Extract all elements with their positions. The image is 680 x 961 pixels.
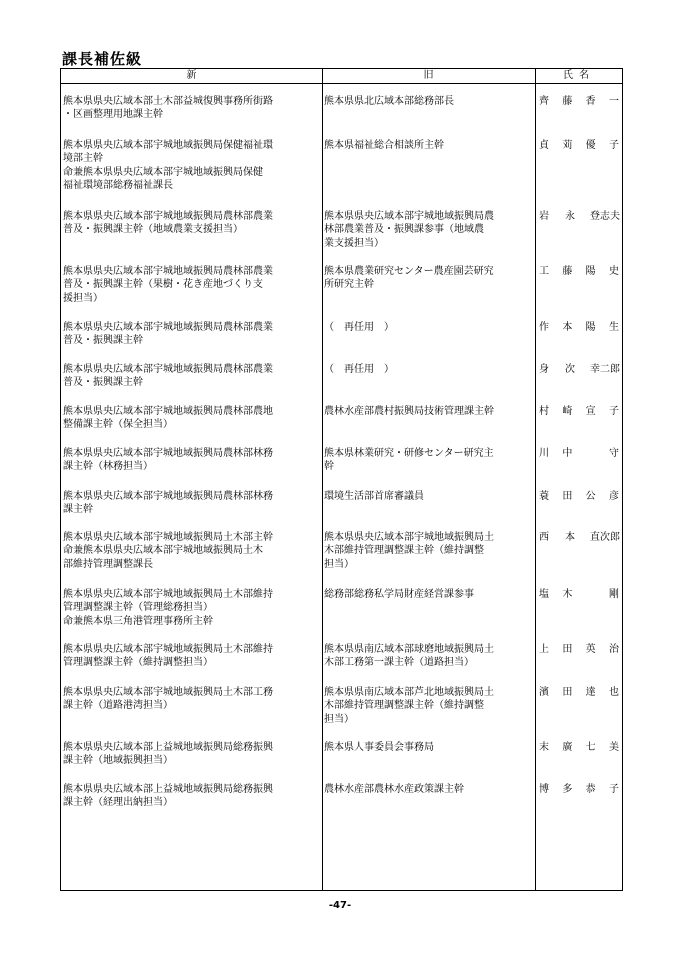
name-part: 藤 xyxy=(562,266,573,277)
name-part: 宣 xyxy=(585,406,596,417)
name-part: 史 xyxy=(608,266,619,277)
row-old-position: 熊本県県央広域本部宇城地域振興局農 林部農業普及・振興課参事（地域農 業支援担当） xyxy=(324,211,494,249)
name-part: 工 xyxy=(539,266,549,277)
row-old-position: 熊本県県北広域本部総務部長 xyxy=(324,96,454,107)
row-old-position: 環境生活部首席審議員 xyxy=(324,491,424,502)
name-part: 西 xyxy=(539,532,549,543)
name-part: 幸二郎 xyxy=(590,364,620,375)
row-new-position: 熊本県県央広域本部上益城地域振興局総務振興 課主幹（経理出納担当） xyxy=(63,784,273,809)
row-old-position: 農林水産部農林水産政策課主幹 xyxy=(324,784,464,795)
name-part: 子 xyxy=(608,406,619,417)
row-old-position: 熊本県県南広域本部芦北地域振興局土 木部維持管理調整課主幹（維持調整 担当） xyxy=(324,687,494,725)
row-new-position: 熊本県県央広域本部宇城地域振興局農林部農地 整備課主幹（保全担当） xyxy=(63,406,273,431)
name-part: 中 xyxy=(562,448,573,459)
row-old-position: （ 再任用 ） xyxy=(324,322,394,333)
row-person-name xyxy=(538,405,620,418)
name-part: 英 xyxy=(585,644,596,655)
name-part: 恭 xyxy=(585,784,596,795)
name-part: 一 xyxy=(608,96,619,107)
name-part: 藤 xyxy=(562,96,573,107)
row-new-position: 熊本県県央広域本部宇城地域振興局農林部農業 普及・振興課主幹 xyxy=(63,322,273,347)
name-part: 本 xyxy=(562,322,573,333)
name-part: 末 xyxy=(539,742,549,753)
name-part: 田 xyxy=(562,687,573,698)
row-person-name xyxy=(538,363,620,376)
row-new-position: 熊本県県央広域本部宇城地域振興局土木部主幹 命兼熊本県県央広域本部宇城地域振興局土木 部維持管理調整課長 xyxy=(63,532,273,570)
row-new-position: 熊本県県央広域本部宇城地域振興局土木部維持 管理調整課主幹（維持調整担当） xyxy=(63,644,273,669)
header-divider xyxy=(61,83,622,84)
name-part: 塩 xyxy=(539,589,549,600)
row-new-position: 熊本県県央広域本部宇城地域振興局土木部維持 管理調整課主幹（管理総務担当） 命兼熊本県三角港管理事務所主幹 xyxy=(63,589,273,627)
name-part: 岩 xyxy=(539,211,549,222)
row-new-position: 熊本県県央広域本部宇城地域振興局保健福祉環 境部主幹 命兼熊本県県央広域本部宇城地域振興局保健 福祉環境部総務福祉課長 xyxy=(63,140,273,192)
row-new-position: 熊本県県央広域本部宇城地域振興局土木部工務 課主幹（道路港湾担当） xyxy=(63,687,273,712)
name-part: 田 xyxy=(562,644,573,655)
name-part: 直次郎 xyxy=(590,532,620,543)
section-title: 課長補佐級 xyxy=(62,50,143,68)
name-part: 陽 xyxy=(585,322,596,333)
row-person-name xyxy=(538,139,620,152)
row-old-position: 熊本県農業研究センター農産園芸研究 所研究主幹 xyxy=(324,266,494,291)
name-part: 剛 xyxy=(608,589,619,600)
name-part: 本 xyxy=(565,532,575,543)
row-new-position: 熊本県県央広域本部宇城地域振興局農林部農業 普及・振興課主幹（地域農業支援担当） xyxy=(63,211,273,236)
name-part: 上 xyxy=(539,644,549,655)
row-person-name xyxy=(538,265,620,278)
header-new: 新 xyxy=(186,70,197,81)
name-part: 博 xyxy=(539,784,549,795)
row-person-name xyxy=(538,210,620,223)
name-part: 達 xyxy=(585,687,596,698)
column-divider xyxy=(322,69,323,890)
name-part: 也 xyxy=(608,687,619,698)
name-part: 身 xyxy=(539,364,549,375)
row-person-name xyxy=(538,531,620,544)
row-new-position: 熊本県県央広域本部土木部益城復興事務所街路 ・区画整理用地課主幹 xyxy=(63,96,273,121)
name-part: 田 xyxy=(562,491,573,502)
row-old-position: 熊本県林業研究・研修センター研究主 幹 xyxy=(324,448,494,473)
name-part: 濱 xyxy=(539,687,549,698)
row-person-name xyxy=(538,321,620,334)
name-part: 登志夫 xyxy=(590,211,620,222)
header-name: 氏名 xyxy=(563,70,595,81)
row-old-position: 農林水産部農村振興局技術管理課主幹 xyxy=(324,406,494,417)
name-part: 陽 xyxy=(585,266,596,277)
name-part: 子 xyxy=(608,140,619,151)
name-part: 苅 xyxy=(562,140,573,151)
row-person-name xyxy=(538,686,620,699)
header-old: 旧 xyxy=(423,70,434,81)
row-person-name xyxy=(538,447,620,460)
column-divider xyxy=(535,69,536,890)
name-part: 生 xyxy=(608,322,619,333)
row-person-name xyxy=(538,95,620,108)
name-part: 貞 xyxy=(539,140,549,151)
row-person-name xyxy=(538,490,620,503)
name-part: 美 xyxy=(608,742,619,753)
row-person-name xyxy=(538,588,620,601)
name-part: 次 xyxy=(565,364,575,375)
row-person-name xyxy=(538,643,620,656)
row-person-name xyxy=(538,783,620,796)
name-part xyxy=(585,588,597,601)
name-part: 崎 xyxy=(562,406,573,417)
name-part: 木 xyxy=(562,589,573,600)
name-part: 優 xyxy=(585,140,596,151)
name-part: 齊 xyxy=(539,96,549,107)
name-part: 多 xyxy=(562,784,573,795)
name-part: 蓑 xyxy=(539,491,549,502)
row-old-position: 熊本県人事委員会事務局 xyxy=(324,742,434,753)
row-new-position: 熊本県県央広域本部宇城地域振興局農林部農業 普及・振興課主幹（果樹・花き産地づくり支 援担当） xyxy=(63,266,273,304)
row-new-position: 熊本県県央広域本部宇城地域振興局農林部農業 普及・振興課主幹 xyxy=(63,364,273,389)
row-person-name xyxy=(538,741,620,754)
name-part: 七 xyxy=(585,742,596,753)
name-part: 彦 xyxy=(608,491,619,502)
name-part: 子 xyxy=(608,784,619,795)
row-old-position: 熊本県福祉総合相談所主幹 xyxy=(324,140,444,151)
row-old-position: 熊本県県央広域本部宇城地域振興局土 木部維持管理調整課主幹（維持調整 担当） xyxy=(324,532,494,570)
row-old-position: 熊本県県南広域本部球磨地域振興局土 木部工務第一課主幹（道路担当） xyxy=(324,644,494,669)
name-part: 香 xyxy=(585,96,596,107)
name-part: 守 xyxy=(608,448,619,459)
name-part: 廣 xyxy=(562,742,573,753)
row-new-position: 熊本県県央広域本部上益城地域振興局総務振興 課主幹（地域振興担当） xyxy=(63,742,273,767)
name-part: 村 xyxy=(539,406,549,417)
row-old-position: （ 再任用 ） xyxy=(324,364,394,375)
name-part: 作 xyxy=(539,322,549,333)
name-part: 永 xyxy=(565,211,575,222)
row-old-position: 総務部総務私学局財産経営課参事 xyxy=(324,589,474,600)
name-part: 治 xyxy=(608,644,619,655)
name-part xyxy=(585,447,597,460)
row-new-position: 熊本県県央広域本部宇城地域振興局農林部林務 課主幹（林務担当） xyxy=(63,448,273,473)
name-part: 公 xyxy=(585,491,596,502)
page-number: -47- xyxy=(328,900,352,911)
row-new-position: 熊本県県央広域本部宇城地域振興局農林部林務 課主幹 xyxy=(63,491,273,516)
name-part: 川 xyxy=(539,448,549,459)
